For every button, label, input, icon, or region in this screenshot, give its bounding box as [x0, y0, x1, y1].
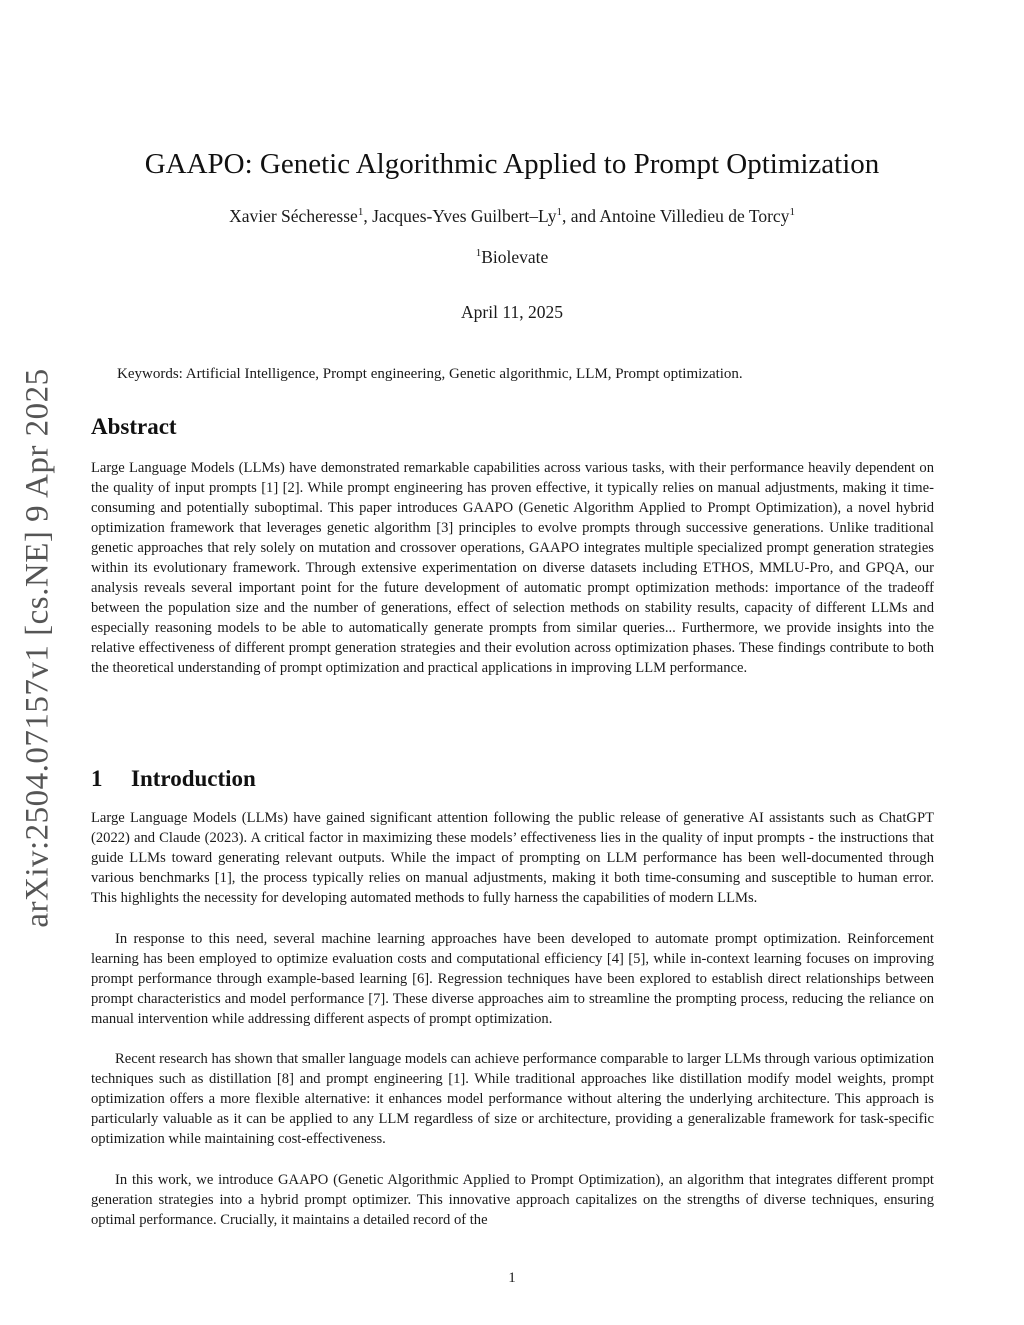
abstract-heading: Abstract: [91, 414, 177, 439]
affiliation-name: Biolevate: [481, 247, 549, 267]
author-affiliation-mark: 1: [357, 206, 364, 219]
publication-date: April 11, 2025: [461, 302, 563, 322]
intro-paragraph-4: In this work, we introduce GAAPO (Genetic Algorithmic Applied to Prompt Optimization), an algorithm that integrates different prompt generation strategies into a hybrid prompt optimizer. This innovative approach capitalizes on the strengths of diverse techniques, ensuring optimal performance. Crucially, it maintains a detailed record of the: [91, 1172, 934, 1228]
intro-paragraph-3: Recent research has shown that smaller language models can achieve performance comparable to larger LLMs through various optimization techniques such as distillation [8] and prompt engineering [1]. While traditional approaches like distillation modify model weights, prompt optimization offers a more flexible alternative: it enhances model performance without altering the underlying architecture. This approach is particularly valuable as it can be applied to any LLM regardless of size or architecture, providing a generalizable framework for task-specific optimization while maintaining cost-effectiveness.: [91, 1051, 934, 1147]
paper-title: GAAPO: Genetic Algorithmic Applied to Prompt Optimization: [144, 148, 880, 180]
arxiv-id: arXiv:2504.07157v1 [cs.NE] 9 Apr 2025: [19, 368, 56, 928]
affiliation-mark: 1: [475, 247, 482, 260]
author-name: Xavier Sécheresse: [229, 206, 358, 226]
intro-paragraph-2: In response to this need, several machine learning approaches have been developed to automate prompt optimization. Reinforcement learning has been employed to optimize evaluation costs and computational efficiency [4] [5], while in-context learning focuses on improving prompt performance through example-based learning [6]. Regression techniques have been explored to establish direct relationships between prompt characteristics and model performance [7]. These diverse approaches aim to streamline the prompting process, reducing the reliance on manual intervention while addressing different aspects of prompt optimization.: [91, 931, 934, 1027]
section-heading-introduction: [91, 766, 256, 792]
keywords: Keywords: Artificial Intelligence, Prompt engineering, Genetic algorithmic, LLM, Prompt optimization.: [117, 366, 743, 382]
author-affiliation-mark: 1: [789, 206, 795, 219]
author-list: Xavier Sécheresse$^1$, Jacques-Yves Guilbert–Ly$^1$, and Antoine Villedieu de Torcy$^1$: [229, 206, 795, 226]
abstract-text: Large Language Models (LLMs) have demonstrated remarkable capabilities across various tasks, with their performance heavily dependent on the quality of input prompts [1] [2]. While prompt engineering has proven effective, it typically relies on manual adjustments, making it time-consuming and potentially suboptimal. This paper introduces GAAPO (Genetic Algorithm Applied to Prompt Optimization), a novel hybrid optimization framework that leverages genetic algorithm [3] principles to evolve prompts through successive generations. Unlike traditional genetic approaches that rely solely on mutation and crossover operations, GAAPO integrates multiple specialized prompt generation strategies within its evolutionary framework. Through extensive experimentation on diverse datasets including ETHOS, MMLU-Pro, and GPQA, our analysis reveals several important point for the future development of automatic prompt optimization methods: importance of the tradeoff between the population size and the number of generations, effect of selection methods on stability results, capacity of different LLMs and especially reasoning models to be able to automatically generate prompts from similar queries... Furthermore, we provide insights into the relative effectiveness of different prompt generation strategies and their evolution across optimization phases. These findings contribute to both the theoretical understanding of prompt optimization and practical applications in improving LLM performance.: [91, 460, 934, 676]
author-affiliation-mark: 1: [556, 206, 562, 219]
affiliation: [92, 247, 932, 268]
author-name: Antoine Villedieu de Torcy: [599, 206, 790, 226]
page-number: 1: [508, 1270, 516, 1286]
section-title: Introduction: [131, 766, 256, 791]
author-name: Jacques-Yves Guilbert–Ly: [372, 206, 557, 226]
section-number: 1: [91, 766, 103, 791]
intro-paragraph-1: Large Language Models (LLMs) have gained significant attention following the public release of generative AI assistants such as ChatGPT (2022) and Claude (2023). A critical factor in maximizing these models’ effectiveness lies in the quality of input prompts - the instructions that guide LLMs toward generating relevant outputs. While the impact of prompting on LLM performance has been well-documented through various benchmarks [1], the process typically relies on manual adjustments, making it both time-consuming and susceptible to human error. This highlights the necessity for developing automated methods to fully harness the capabilities of modern LLMs.: [91, 810, 934, 906]
